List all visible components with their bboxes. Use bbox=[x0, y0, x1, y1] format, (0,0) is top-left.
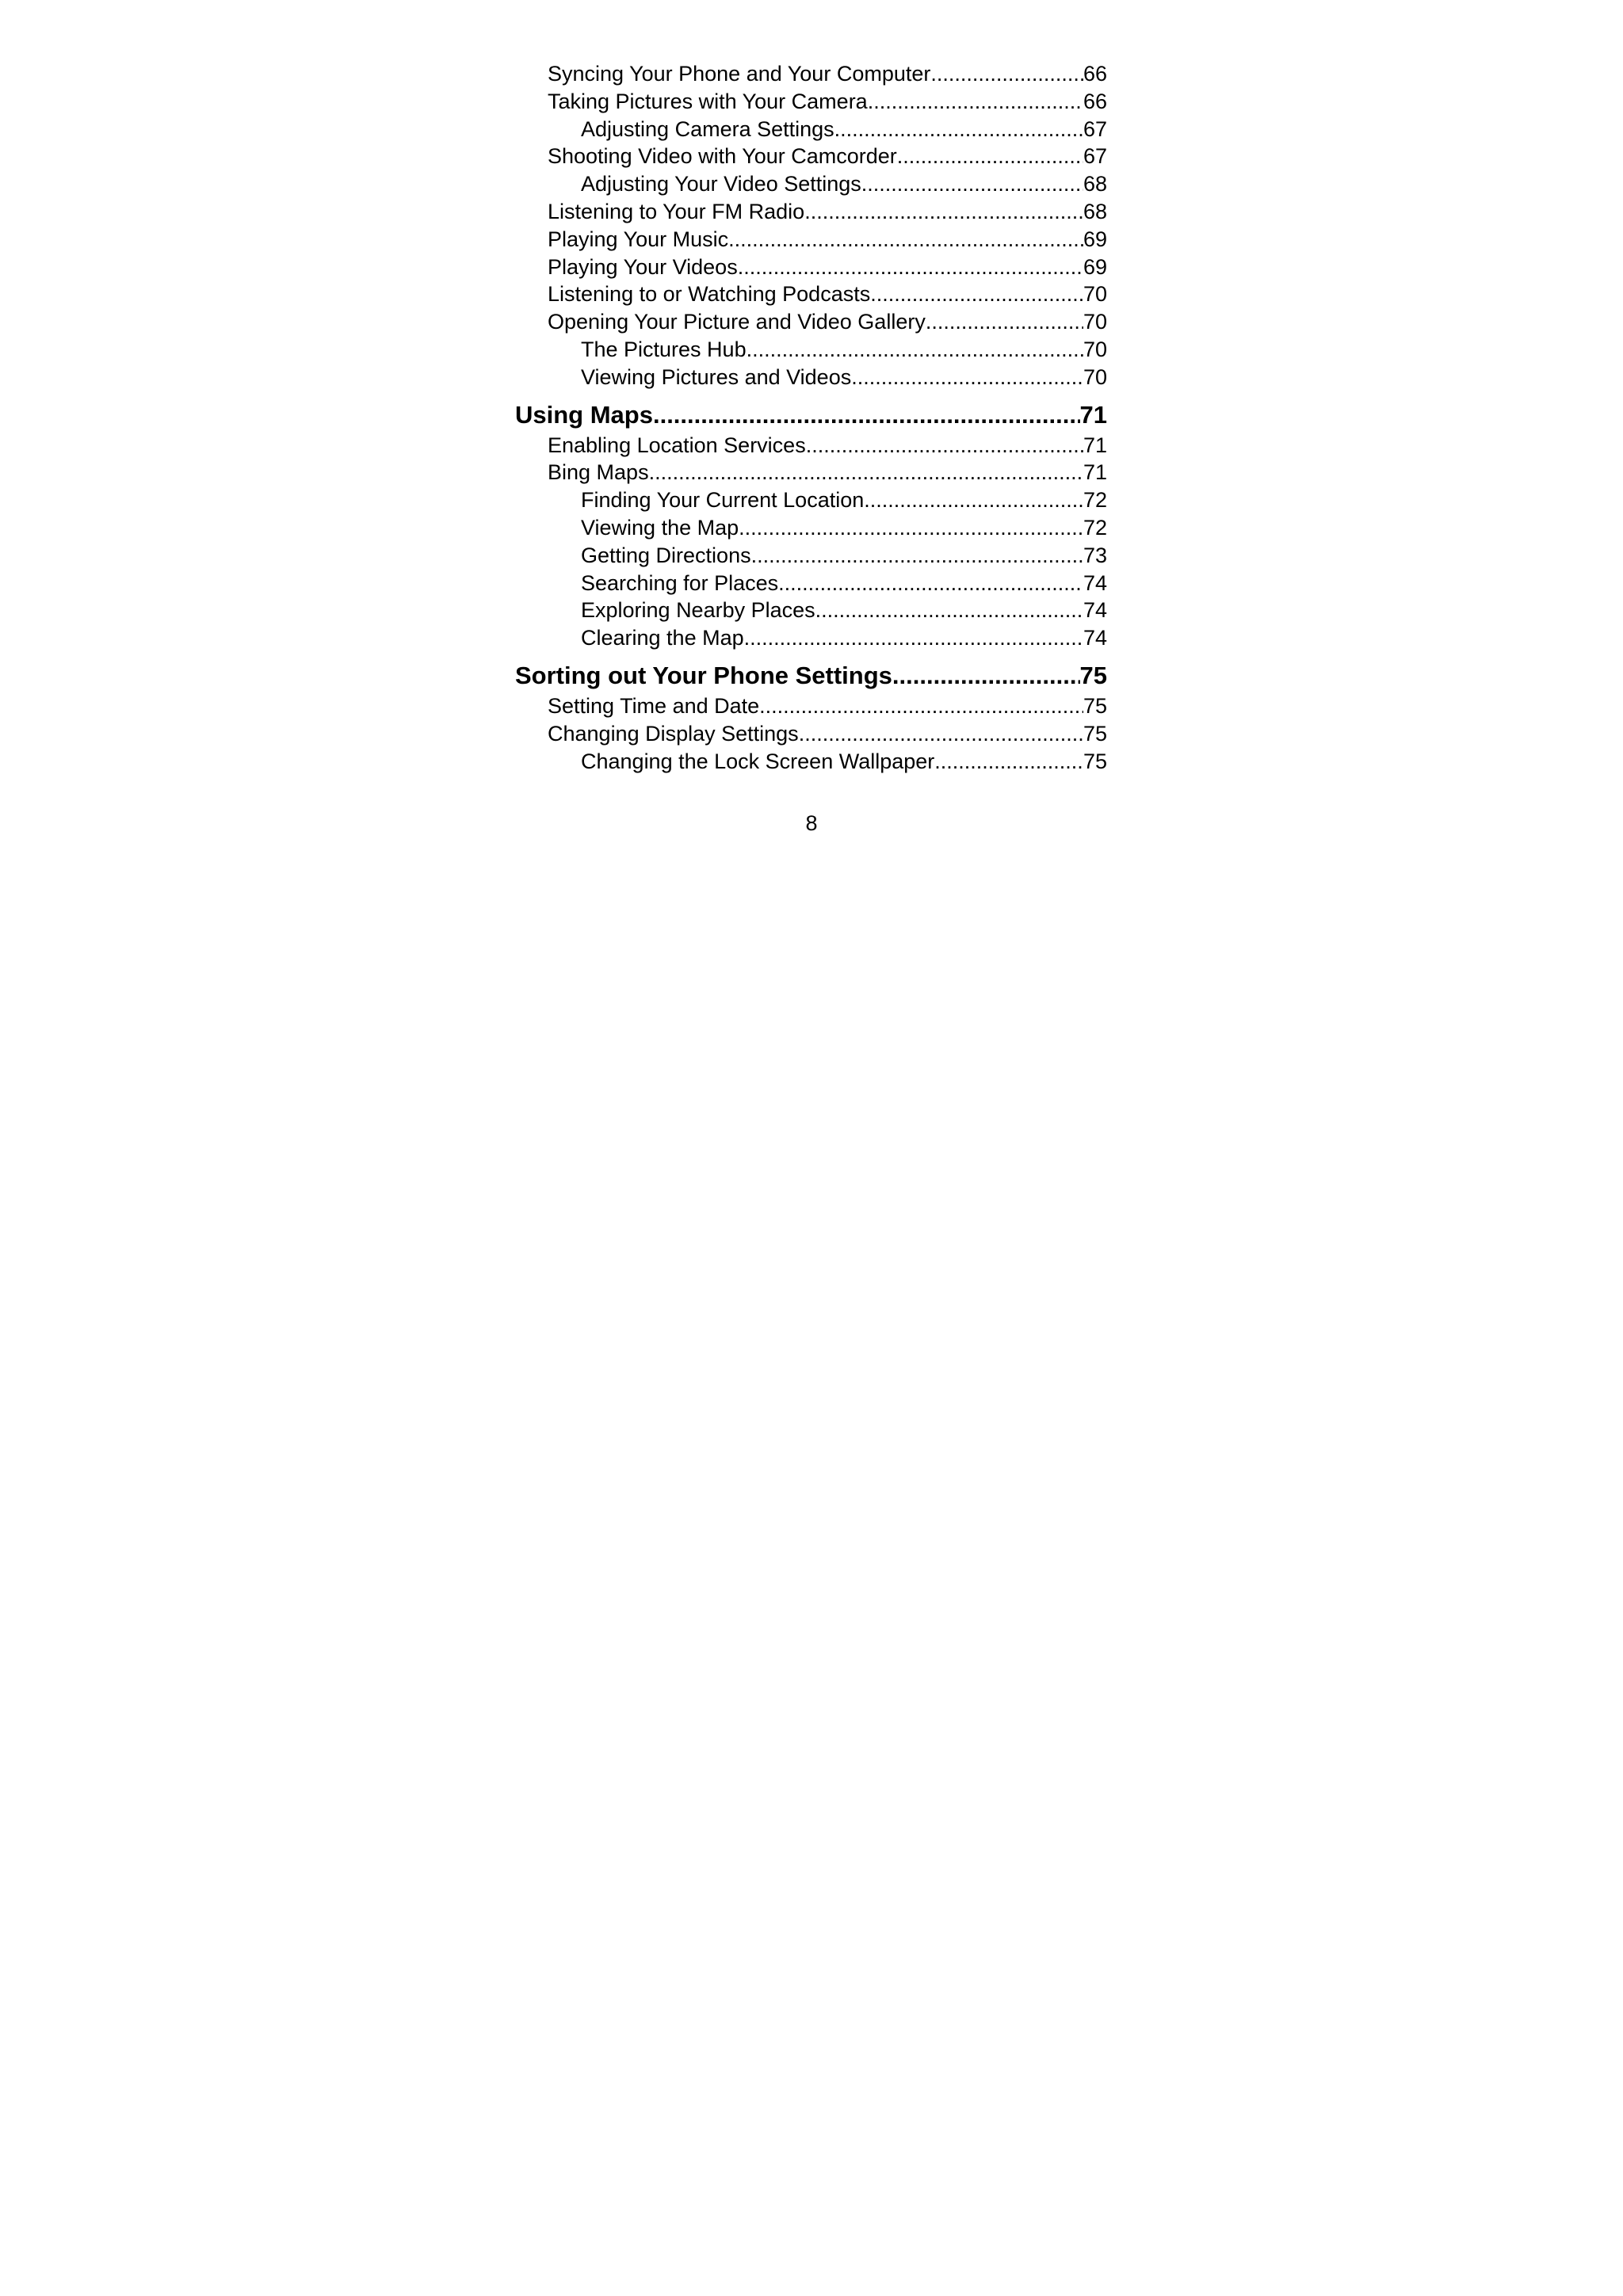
toc-entry bbox=[515, 198, 1107, 226]
toc-entry bbox=[515, 280, 1107, 308]
toc-entry bbox=[515, 459, 1107, 486]
toc-entry-page: 68 bbox=[1083, 199, 1107, 223]
dot-leader bbox=[804, 198, 1083, 226]
dot-leader bbox=[778, 570, 1083, 597]
toc-entry bbox=[515, 336, 1107, 364]
dot-leader bbox=[759, 692, 1083, 720]
dot-leader bbox=[751, 542, 1083, 570]
toc-entry-page: 70 bbox=[1083, 337, 1107, 361]
toc-entry bbox=[515, 624, 1107, 652]
toc-entry-page: 70 bbox=[1083, 282, 1107, 307]
table-of-contents bbox=[515, 60, 1107, 775]
toc-entry-page: 74 bbox=[1083, 598, 1107, 623]
dot-leader bbox=[930, 60, 1083, 88]
toc-entry-title: Listening to or Watching Podcasts bbox=[548, 282, 871, 307]
toc-entry-page: 72 bbox=[1083, 515, 1107, 540]
toc-entry-page: 70 bbox=[1083, 364, 1107, 389]
dot-leader bbox=[868, 88, 1083, 116]
toc-entry-title: Clearing the Map bbox=[581, 626, 744, 650]
toc-entry-title: Exploring Nearby Places bbox=[581, 598, 815, 623]
toc-entry-title: Changing the Lock Screen Wallpaper bbox=[581, 749, 935, 773]
toc-entry-page: 69 bbox=[1083, 227, 1107, 251]
toc-entry-page: 75 bbox=[1083, 721, 1107, 746]
dot-leader bbox=[739, 514, 1083, 542]
dot-leader bbox=[653, 399, 1080, 432]
toc-entry bbox=[515, 597, 1107, 624]
toc-entry-page: 68 bbox=[1083, 172, 1107, 196]
dot-leader bbox=[870, 280, 1083, 308]
toc-entry-title: Enabling Location Services bbox=[548, 433, 806, 457]
toc-entry-page: 73 bbox=[1083, 543, 1107, 567]
toc-entry-title: Using Maps bbox=[515, 400, 653, 429]
toc-entry bbox=[515, 143, 1107, 170]
toc-entry-title: Listening to Your FM Radio bbox=[548, 199, 805, 223]
dot-leader bbox=[806, 432, 1083, 460]
toc-entry-title: Viewing the Map bbox=[581, 515, 739, 540]
dot-leader bbox=[851, 364, 1083, 391]
toc-entry-title: Adjusting Camera Settings bbox=[581, 116, 834, 141]
dot-leader bbox=[897, 143, 1083, 170]
toc-entry bbox=[515, 720, 1107, 748]
dot-leader bbox=[649, 459, 1083, 486]
toc-entry-page: 75 bbox=[1083, 749, 1107, 773]
toc-entry-title: Finding Your Current Location bbox=[581, 488, 865, 513]
toc-entry bbox=[515, 254, 1107, 281]
dot-leader bbox=[864, 486, 1083, 514]
toc-entry-page: 66 bbox=[1083, 62, 1107, 86]
toc-entry bbox=[515, 692, 1107, 720]
toc-entry bbox=[515, 514, 1107, 542]
page-number: 8 bbox=[805, 811, 818, 835]
toc-entry-title: Bing Maps bbox=[548, 460, 649, 485]
dot-leader bbox=[934, 748, 1083, 776]
toc-entry-title: Taking Pictures with Your Camera bbox=[548, 89, 868, 113]
toc-chapter-heading bbox=[515, 399, 1107, 432]
toc-entry-title: Setting Time and Date bbox=[548, 693, 760, 718]
toc-entry bbox=[515, 432, 1107, 460]
toc-entry-title: Syncing Your Phone and Your Computer bbox=[548, 62, 931, 86]
toc-entry-title: Shooting Video with Your Camcorder bbox=[548, 144, 897, 169]
toc-entry bbox=[515, 364, 1107, 391]
toc-entry-page: 66 bbox=[1083, 89, 1107, 113]
toc-entry bbox=[515, 170, 1107, 198]
dot-leader bbox=[892, 659, 1080, 692]
toc-entry-page: 71 bbox=[1083, 433, 1107, 457]
toc-entry bbox=[515, 486, 1107, 514]
toc-entry bbox=[515, 88, 1107, 116]
toc-entry-title: Searching for Places bbox=[581, 570, 779, 595]
dot-leader bbox=[926, 308, 1083, 336]
dot-leader bbox=[747, 336, 1083, 364]
toc-entry-title: Playing Your Videos bbox=[548, 254, 738, 279]
toc-entry-page: 67 bbox=[1083, 144, 1107, 169]
toc-entry-page: 69 bbox=[1083, 254, 1107, 279]
toc-entry-page: 74 bbox=[1083, 570, 1107, 595]
toc-entry-title: Changing Display Settings bbox=[548, 721, 799, 746]
dot-leader bbox=[738, 254, 1083, 281]
dot-leader bbox=[744, 624, 1083, 652]
dot-leader bbox=[815, 597, 1083, 624]
toc-entry bbox=[515, 748, 1107, 776]
dot-leader bbox=[799, 720, 1083, 748]
toc-entry-title: The Pictures Hub bbox=[581, 337, 747, 361]
toc-entry bbox=[515, 570, 1107, 597]
toc-entry-title: Viewing Pictures and Videos bbox=[581, 364, 852, 389]
toc-entry-page: 72 bbox=[1083, 488, 1107, 513]
toc-entry-title: Sorting out Your Phone Settings bbox=[515, 661, 892, 689]
toc-entry bbox=[515, 116, 1107, 143]
dot-leader bbox=[861, 170, 1083, 198]
dot-leader bbox=[834, 116, 1083, 143]
toc-entry-page: 75 bbox=[1083, 693, 1107, 718]
toc-entry-page: 71 bbox=[1083, 460, 1107, 485]
toc-entry bbox=[515, 542, 1107, 570]
toc-entry-page: 71 bbox=[1079, 400, 1107, 429]
toc-entry-page: 67 bbox=[1083, 116, 1107, 141]
dot-leader bbox=[728, 226, 1083, 254]
toc-entry bbox=[515, 308, 1107, 336]
toc-entry-page: 74 bbox=[1083, 626, 1107, 650]
toc-chapter-heading bbox=[515, 659, 1107, 692]
toc-entry bbox=[515, 226, 1107, 254]
toc-entry-page: 70 bbox=[1083, 310, 1107, 334]
toc-entry bbox=[515, 60, 1107, 88]
toc-entry-title: Adjusting Your Video Settings bbox=[581, 172, 861, 196]
toc-entry-title: Playing Your Music bbox=[548, 227, 729, 251]
toc-entry-page: 75 bbox=[1079, 661, 1107, 689]
toc-entry-title: Getting Directions bbox=[581, 543, 751, 567]
toc-entry-title: Opening Your Picture and Video Gallery bbox=[548, 310, 926, 334]
